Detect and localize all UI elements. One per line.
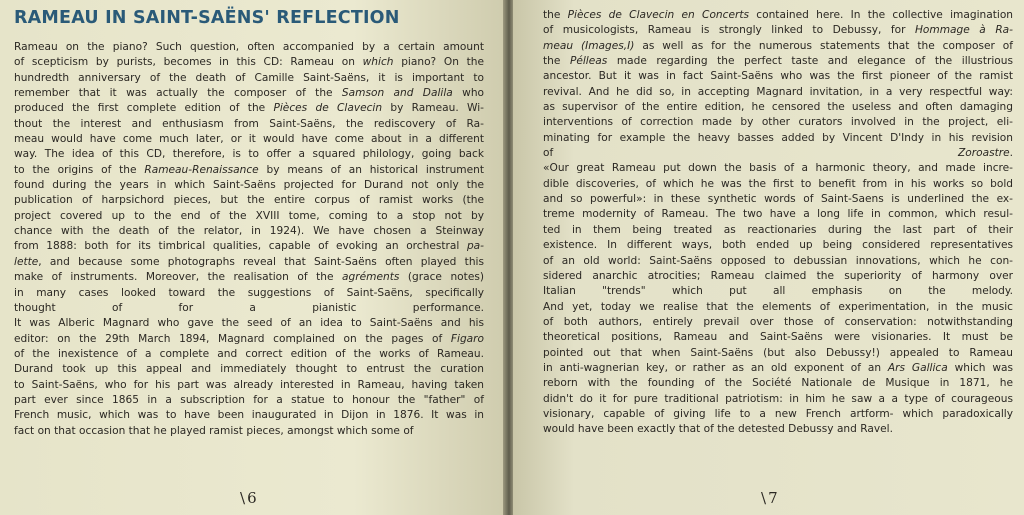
text-line — [543, 54, 1013, 69]
text-line — [14, 424, 484, 439]
text-run: from 1888: both for its timbrical qualities, capable of evoking an orchestral — [14, 240, 467, 253]
text-run: and so powerful»: in these synthetic words of Saint-Saens is underlined the ex- — [543, 193, 1013, 206]
text-run: Rameau on the piano? Such question, often accompanied by a certain amount — [14, 41, 484, 53]
text-run: existence. In different ways, both ended up being considered representatives — [543, 239, 1013, 252]
text-line — [14, 55, 484, 70]
text-line — [543, 238, 1013, 253]
text-line — [14, 362, 484, 377]
text-run: of musicologists, Rameau is strongly linked to Debussy, for — [543, 24, 915, 37]
text-line — [543, 392, 1013, 407]
italic-text-run: Pièces de Clavecin en Concerts — [567, 9, 750, 21]
text-run: way. The idea of this CD, therefore, is to offer a squared philology, going back — [14, 148, 484, 161]
italic-text-run: meau (Images,I) — [543, 39, 635, 52]
italic-text-run: Samson and Dalila — [341, 87, 453, 100]
text-line — [543, 85, 1013, 100]
text-line — [543, 346, 1013, 361]
italic-text-run: Rameau-Renaissance — [144, 163, 259, 176]
text-run: sidered anarchic atrocities; Rameau claimed the superiority of harmony over — [543, 269, 1013, 282]
text-line — [543, 8, 1013, 23]
text-run: project covered up to the end of the XVIII tome, coming to a stop not by — [14, 209, 484, 222]
text-run: of the inexistence of a complete and correct edition of the works of Rameau. — [14, 347, 484, 360]
text-run: «Our great Rameau put down the basis of a harmonic theory, and made incre- — [543, 162, 1013, 175]
text-line — [14, 178, 484, 193]
text-run: contained here. In the collective imagination — [749, 9, 1014, 21]
text-run: piano? On the — [393, 56, 484, 69]
text-line — [14, 316, 484, 331]
text-run: which was — [947, 361, 1014, 374]
text-line — [14, 86, 484, 101]
text-line — [543, 177, 1013, 192]
text-run: didn't do it for pure traditional patriotism: in him he saw a a type of courageous — [543, 392, 1013, 405]
text-line — [543, 161, 1013, 176]
text-line — [543, 115, 1013, 130]
text-line — [14, 117, 484, 132]
text-line — [14, 132, 484, 147]
text-run: of — [543, 147, 958, 160]
text-line — [543, 23, 1013, 38]
text-run: hundredth anniversary of the death of Camille Saint-Saëns, it is important to — [14, 71, 484, 84]
text-line — [543, 131, 1013, 146]
text-run: publication of harpsichord pieces, but the entire corpus of ramist works (the — [14, 194, 484, 207]
italic-text-run: Zoroastre — [958, 147, 1010, 160]
page-heading: RAMEAU IN SAINT-SAËNS' REFLECTION — [14, 8, 400, 28]
left-body-text — [14, 40, 484, 439]
italic-text-run: Figaro — [450, 332, 484, 345]
text-run: meau would have come much later, or it would have come about in a different — [14, 133, 484, 146]
text-run: make of instruments. Moreover, the realisation of the — [14, 271, 343, 284]
text-line — [543, 376, 1013, 391]
text-run: in many cases looked toward the suggestions of Saint-Saëns, specifically — [14, 286, 484, 299]
text-run: by means of an historical instrument — [258, 163, 485, 176]
page-number-left: \ 6 — [240, 489, 257, 507]
text-run: thought of for a pianistic performance. — [14, 301, 484, 314]
text-run: remember that it was actually the composer of the — [14, 87, 342, 100]
text-line — [543, 330, 1013, 345]
text-line — [543, 192, 1013, 207]
text-run: (grace notes) — [399, 271, 484, 284]
text-line — [14, 332, 484, 347]
text-line — [543, 207, 1013, 222]
text-run: thout the interest and enthusiasm from Saint-Saëns, the rediscovery of Ra- — [14, 117, 484, 130]
text-line — [543, 422, 1013, 437]
text-run: of both authors, entirely prevail over those of conservation: notwithstanding — [543, 315, 1013, 328]
text-run: in anti-wagnerian key, or rather as an old exponent of an — [543, 361, 888, 374]
left-page — [0, 0, 505, 515]
text-line — [14, 270, 484, 285]
text-run: French music, which was to have been inaugurated in Dijon in 1876. It was in — [14, 409, 484, 422]
text-line — [14, 408, 484, 423]
text-run: editor: on the 29th March 1894, Magnard complained on the pages of — [14, 332, 451, 345]
text-line — [543, 361, 1013, 376]
text-run: It was Alberic Magnard who gave the seed of an idea to Saint-Saëns and his — [14, 317, 484, 330]
text-line — [543, 315, 1013, 330]
text-run: Durand took up this appeal and immediately thought to entrust the curation — [14, 363, 484, 376]
text-line — [14, 71, 484, 86]
text-run: And yet, today we realise that the elements of experimentation, in the music — [543, 300, 1013, 313]
text-run: of an old world: Saint-Saëns opposed to debussian innovations, which he con- — [543, 254, 1013, 267]
text-line — [14, 193, 484, 208]
text-line — [14, 101, 484, 116]
text-run: part ever since 1865 in a subscription for a statue to honour the "father" of — [14, 393, 484, 406]
text-line — [543, 407, 1013, 422]
italic-text-run: agréments — [342, 271, 400, 284]
text-line — [543, 223, 1013, 238]
text-line — [14, 40, 484, 55]
italic-text-run: lette — [14, 255, 39, 268]
page-number-right: \ 7 — [761, 489, 778, 507]
text-run: produced the first complete edition of the — [14, 102, 274, 115]
text-run: reborn with the founding of the Société Nationale de Musique in 1871, he — [543, 377, 1013, 390]
text-run: the — [543, 9, 568, 21]
text-line — [543, 300, 1013, 315]
text-run: dible discoveries, of which he was the first to benefit from in his works so bold — [543, 177, 1013, 190]
text-run: , and because some photographs reveal that Saint-Saëns often played this — [38, 255, 484, 268]
right-page — [513, 0, 1024, 515]
text-run: chance with the death of the relator, in 1924). We have chosen a Steinway — [14, 225, 484, 238]
text-run: the — [543, 55, 570, 68]
right-body-text — [543, 8, 1013, 438]
text-line — [543, 39, 1013, 54]
text-line — [14, 239, 484, 254]
text-run: fact on that occasion that he played ramist pieces, amongst which some of — [14, 424, 414, 437]
text-line — [543, 269, 1013, 284]
text-run: treme modernity of Rameau. The two have a long life in common, which resul- — [543, 208, 1013, 221]
text-run: . — [1009, 147, 1013, 160]
text-run: minating for example the heavy basses added by Vincent D'Indy in his revision — [543, 131, 1013, 144]
text-run: pointed out that when Saint-Saëns (but also Debussy!) appealed to Rameau — [543, 346, 1013, 359]
text-run: who — [452, 87, 485, 100]
text-run: to the origins of the — [14, 163, 145, 176]
text-line — [14, 378, 484, 393]
text-run: Italian "trends" which put all emphasis on the melody. — [543, 285, 1013, 298]
text-line — [14, 163, 484, 178]
text-line — [14, 147, 484, 162]
text-line — [14, 347, 484, 362]
text-line — [14, 224, 484, 239]
text-line — [543, 254, 1013, 269]
text-run: as well as for the numerous statements that the composer of — [634, 39, 1013, 52]
text-run: theoretical positions, Rameau and Saint-Saëns were visionaries. It must be — [543, 331, 1013, 344]
italic-text-run: Pièces de Clavecin — [273, 102, 383, 115]
text-line — [14, 301, 484, 316]
italic-text-run: pa- — [466, 240, 484, 253]
text-run: visionary, capable of giving life to a new French artform- which paradoxically — [543, 407, 1013, 420]
text-run: revival. And he did so, in accepting Magnard invitation, in a very respectful way: — [543, 85, 1013, 98]
text-line — [543, 146, 1013, 161]
italic-text-run: which — [362, 56, 394, 69]
italic-text-run: Ars Gallica — [887, 361, 948, 374]
text-run: by Rameau. Wi- — [382, 102, 484, 115]
text-line — [543, 69, 1013, 84]
text-line — [14, 255, 484, 270]
text-line — [14, 209, 484, 224]
text-run: of scepticism by purists, becomes in this CD: Rameau on — [14, 56, 363, 69]
text-run: made regarding the perfect taste and elegance of the illustrious — [607, 55, 1013, 68]
text-run: would have been exactly that of the detested Debussy and Ravel. — [543, 423, 893, 436]
text-line — [543, 100, 1013, 115]
text-run: as supervisor of the entire edition, he censored the useless and often damaging — [543, 101, 1013, 114]
text-run: interventions of correction made by other curators involved in the project, eli- — [543, 116, 1013, 129]
italic-text-run: Hommage à Ra- — [914, 24, 1013, 37]
text-line — [14, 393, 484, 408]
text-run: found during the years in which Saint-Saëns projected for Durand not only the — [14, 179, 484, 192]
text-run: ted in them being treated as reactionaries during the last part of their — [543, 223, 1013, 236]
italic-text-run: Pélleas — [569, 55, 608, 68]
text-line — [14, 286, 484, 301]
text-run: to Saint-Saëns, who for his part was already interested in Rameau, having taken — [14, 378, 484, 391]
text-line — [543, 284, 1013, 299]
text-run: ancestor. But it was in fact Saint-Saëns who was the first pioneer of the ramist — [543, 70, 1013, 83]
